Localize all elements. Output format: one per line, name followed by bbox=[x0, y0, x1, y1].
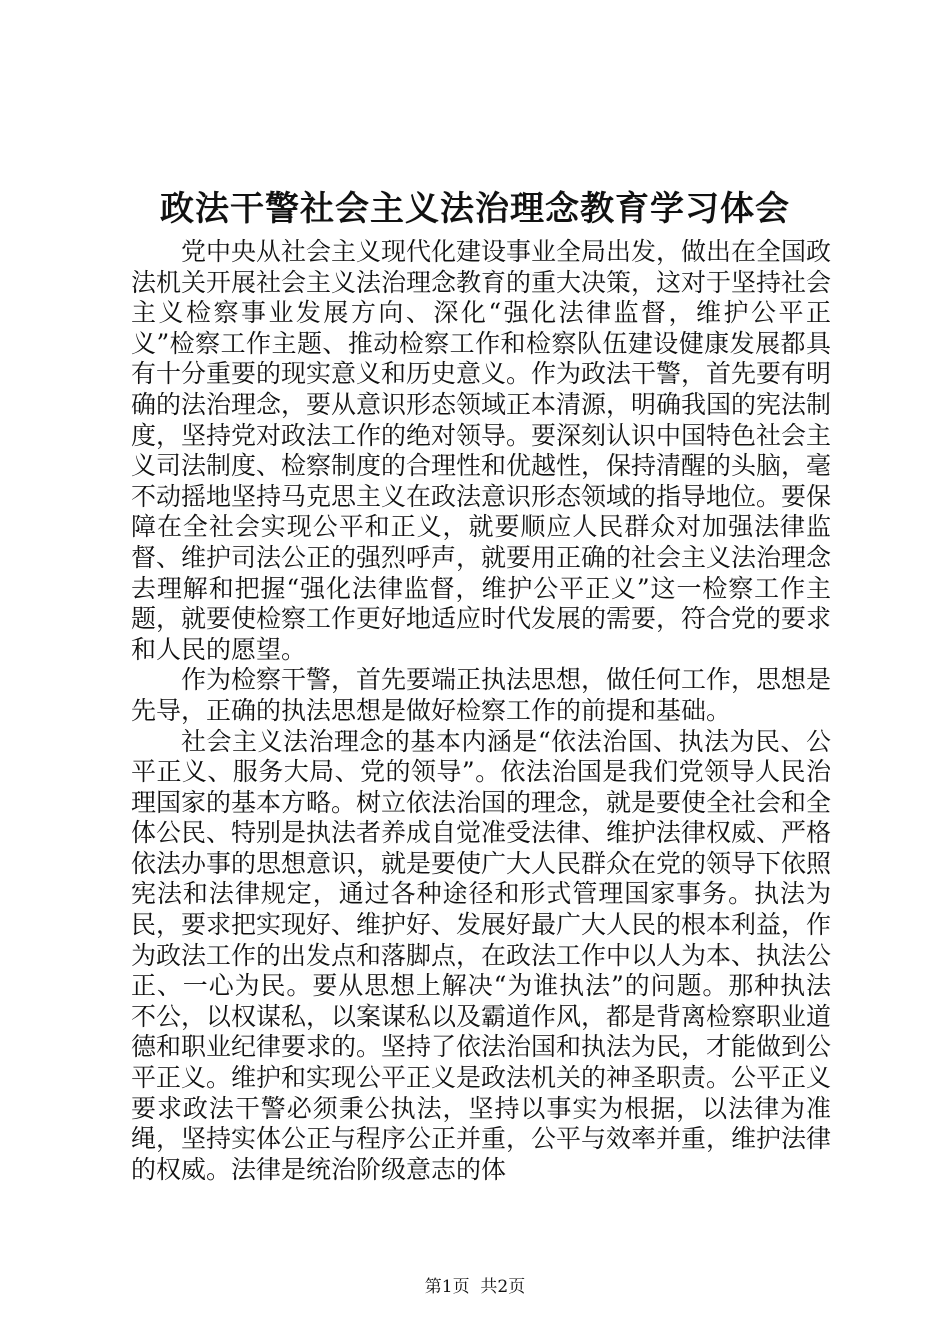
paragraph-1: 党中央从社会主义现代化建设事业全局出发，做出在全国政法机关开展社会主义法治理念教育的重大决策，这对于坚持社会主义检察事业发展方向、深化“强化法律监督，维护公平正义”检察工作主题、推动检察工作和检察队伍建设健康发展都具有十分重要的现实意义和历史意义。作为政法干警，首先要有明确的法治理念，要从意识形态领域正本清源，明确我国的宪法制度，坚持党对政法工作的绝对领导。要深刻认识中国特色社会主义司法制度、检察制度的合理性和优越性，保持清醒的头脑，毫不动摇地坚持马克思主义在政法意识形态领域的指导地位。要保障在全社会实现公平和正义，就要顺应人民群众对加强法律监督、维护司法公正的强烈呼声，就要用正确的社会主义法治理念去理解和把握“强化法律监督，维护公平正义”这一检察工作主题，就要使检察工作更好地适应时代发展的需要，符合党的要求和人民的愿望。 bbox=[131, 237, 832, 664]
page-total: 共2页 bbox=[480, 1277, 526, 1297]
document-title: 政法干警社会主义法治理念教育学习体会 bbox=[160, 189, 790, 229]
paragraph-2: 作为检察干警，首先要端正执法思想，做任何工作，思想是先导，正确的执法思想是做好检察工作的前提和基础。 bbox=[131, 665, 832, 725]
page-footer bbox=[0, 1275, 950, 1299]
document-body bbox=[131, 237, 831, 1185]
paragraph-3: 社会主义法治理念的基本内涵是“依法治国、执法为民、公平正义、服务大局、党的领导”。依法治国是我们党领导人民治理国家的基本方略。树立依法治国的理念，就是要使全社会和全体公民、特别是执法者养成自觉准受法律、维护法律权威、严格依法办事的思想意识，就是要使广大人民群众在党的领导下依照宪法和法律规定，通过各种途径和形式管理国家事务。执法为民，要求把实现好、维护好、发展好最广大人民的根本利益，作为政法工作的出发点和落脚点，在政法工作中以人为本、执法公正、一心为民。要从思想上解决“为谁执法”的问题。那种执法不公，以权谋私，以案谋私以及霸道作风，都是背离检察职业道德和职业纪律要求的。坚持了依法治国和执法为民，才能做到公平正义。维护和实现公平正义是政法机关的神圣职责。公平正义要求政法干警必须秉公执法，坚持以事实为根据，以法律为准绳，坚持实体公正与程序公正并重，公平与效率并重，维护法律的权威。法律是统治阶级意志的体 bbox=[131, 726, 832, 1184]
page-number: 第1页 bbox=[424, 1277, 470, 1297]
